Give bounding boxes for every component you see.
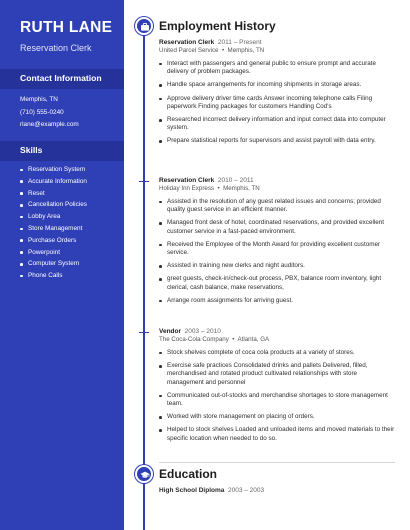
job-bullet: Helped to stock shelves Loaded and unloaded items and moved materials to their specific location when needed to do so.: [159, 426, 395, 442]
job-title: Reservation Clerk: [159, 39, 215, 46]
job-bullet: Approve delivery driver time cards Answer incoming telephone calls Filing paperwork Finding packages for customers Handling Cod's: [159, 95, 395, 111]
job-bullet: Worked with store management on placing of orders.: [159, 413, 395, 421]
job-company-line: Holiday Inn Express • Memphis, TN: [159, 185, 260, 192]
education-entry: [159, 487, 264, 494]
job-bullet: Arrange room assignments for arriving guest.: [159, 297, 395, 305]
briefcase-icon: [135, 17, 153, 35]
job-company: The Coca-Cola Company: [159, 336, 229, 343]
job-dates: 2011 – Present: [217, 39, 262, 46]
job-title-line: [159, 39, 395, 46]
skill-item: Phone Calls: [20, 270, 87, 282]
job-location: Memphis, TN: [223, 185, 260, 192]
job-bullet: Handle space arrangements for incoming shipments in storage areas.: [159, 81, 395, 89]
education-heading: Education: [159, 467, 218, 481]
job-bullet: Communicated out-of-stocks and merchandise shortages to store management team.: [159, 392, 395, 408]
job-title-line: [159, 177, 395, 184]
skill-item: Computer System: [20, 258, 87, 270]
timeline-line: [143, 26, 145, 530]
job-bullet: Assisted in training new clerks and night auditors.: [159, 262, 395, 270]
skill-item: Reset: [20, 188, 87, 200]
contact-email: rlane@example.com: [20, 121, 79, 128]
job-bullets: [159, 198, 395, 305]
job-bullet: Managed front desk of hotel, coordinated reservations, and provided excellent customer service in a fast-paced environment.: [159, 219, 395, 235]
job-location: Memphis, TN: [227, 47, 265, 54]
job-dates: 2003 – 2010: [184, 328, 221, 335]
contact-location: Memphis, TN: [20, 96, 58, 103]
job-title: Reservation Clerk: [159, 177, 215, 184]
job-entry: [159, 328, 395, 448]
contact-list: [20, 94, 79, 132]
candidate-name: RUTH LANE: [20, 19, 113, 36]
job-title-line: [159, 328, 395, 335]
job-bullets: [159, 60, 395, 146]
job-bullet: Assisted in the resolution of any guest related issues and concerns; provided quality guest service in an efficient manner.: [159, 198, 395, 214]
job-bullet: Researched incorrect delivery information and input correct data into computer system.: [159, 116, 395, 132]
job-bullet: greet guests, check-in/check-out process, PBX, balance room inventory, light clerical, cash balance, make reservations,: [159, 275, 395, 291]
job-bullet: Received the Employee of the Month Award for providing excellent customer service.: [159, 241, 395, 257]
job-dates: 2010 – 2011: [217, 177, 254, 184]
contact-phone: (710) 555-0240: [20, 108, 64, 116]
skills-section-header: [0, 141, 124, 161]
candidate-role: Reservation Clerk: [20, 43, 92, 53]
job-company: Holiday Inn Express: [159, 185, 215, 192]
skill-item: Purchase Orders: [20, 235, 87, 247]
skill-item: Cancellation Policies: [20, 199, 87, 211]
employment-heading: Employment History: [159, 19, 276, 33]
sidebar: [0, 0, 124, 530]
skill-item: Store Management: [20, 223, 87, 235]
job-company-line: The Coca-Cola Company • Atlanta, GA: [159, 336, 270, 343]
job-bullets: [159, 349, 395, 443]
job-bullet: Interact with passengers and general public to ensure prompt and accurate delivery of problem packages.: [159, 60, 395, 76]
graduation-cap-icon: [135, 465, 153, 483]
job-entry: [159, 177, 395, 310]
skills-heading: Skills: [20, 145, 43, 155]
job-location: Atlanta, GA: [237, 336, 270, 343]
job-entry: [159, 39, 395, 151]
job-company: United Parcel Service: [159, 47, 219, 54]
education-dates: 2003 – 2003: [228, 487, 265, 494]
job-bullet: Stock shelves complete of coca cola products at a variety of stores.: [159, 349, 395, 357]
contact-section-header: [0, 69, 124, 89]
skill-item: Lobby Area: [20, 211, 87, 223]
skill-item: Powerpoint: [20, 247, 87, 259]
skills-list: [20, 164, 87, 282]
contact-heading: Contact Information: [20, 73, 102, 83]
skill-item: Accurate Information: [20, 176, 87, 188]
job-company-line: United Parcel Service • Memphis, TN: [159, 47, 265, 54]
education-degree: High School Diploma: [159, 487, 225, 494]
job-bullet: Prepare statistical reports for supervisors and assist payroll with data entry.: [159, 137, 395, 145]
timeline-tick: [139, 332, 149, 333]
job-bullet: Exercise safe practices Consolidated drinks and pallets Delivered, filled, merchandised and rotated product cultivated relationships with store management and personnel: [159, 362, 395, 387]
skill-item: Reservation System: [20, 164, 87, 176]
section-divider: [159, 462, 395, 463]
timeline-tick: [139, 181, 149, 182]
job-title: Vendor: [159, 328, 182, 335]
